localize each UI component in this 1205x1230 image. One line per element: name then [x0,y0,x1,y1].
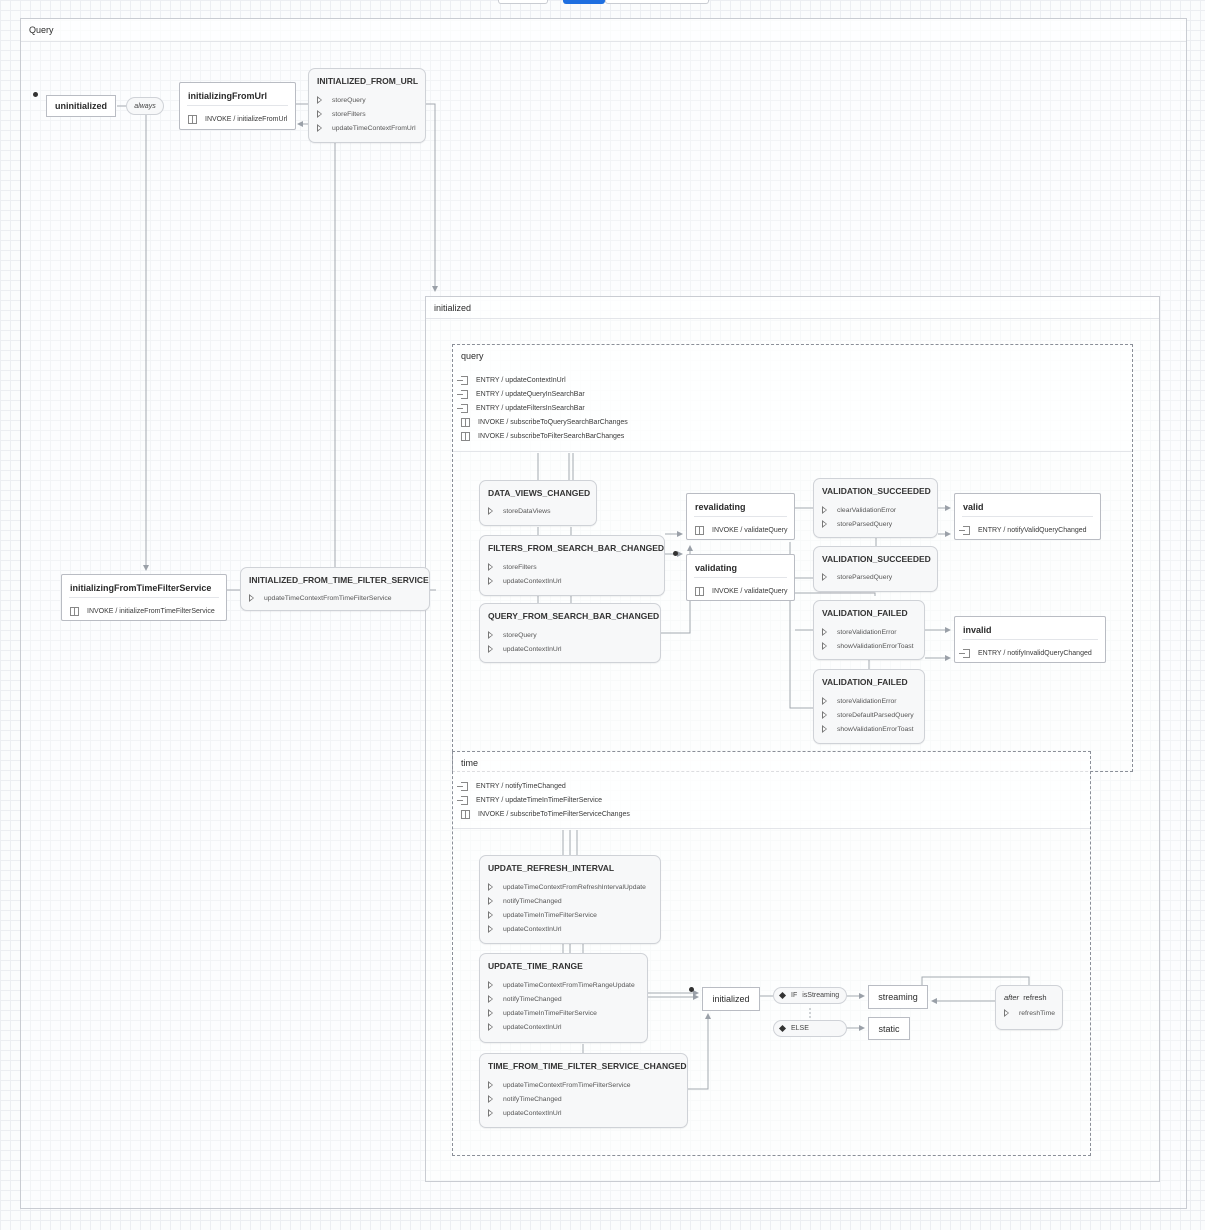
action-label: storeValidationError [837,628,897,636]
play-icon [249,595,254,601]
action-label: updateTimeContextFromUrl [332,124,416,132]
play-icon [488,996,493,1002]
state-label: invalid [963,625,992,635]
play-icon [317,111,322,117]
action-label: INVOKE / subscribeToQuerySearchBarChanges [478,418,628,426]
event-data-views-changed[interactable] [479,480,597,526]
action-label: showValidationErrorToast [837,642,914,650]
play-icon [488,898,493,904]
event-update-time-range[interactable] [479,953,648,1043]
state-revalidating[interactable] [686,493,795,540]
action-label: updateTimeContextFromRefreshIntervalUpdate [503,883,646,891]
action-label: storeDataViews [503,507,551,515]
play-icon [822,726,827,732]
play-icon [822,712,827,718]
action-label: ENTRY / notifyValidQueryChanged [978,526,1087,534]
event-validation-succeeded[interactable] [813,546,938,592]
action-label: storeQuery [503,631,537,639]
event-query-from-search-bar-changed[interactable] [479,603,661,663]
action-label: INVOKE / subscribeToFilterSearchBarChanges [478,432,625,440]
state-initializing-from-time-filter-service[interactable] [61,574,227,621]
state-uninitialized[interactable] [46,95,116,117]
action-label: storeDefaultParsedQuery [837,711,914,719]
play-icon [488,982,493,988]
event-initialized-from-time-filter-service[interactable] [240,567,430,611]
initial-state-dot [33,92,38,97]
state-label: initializingFromTimeFilterService [70,583,212,593]
invoke-icon [695,526,704,535]
action-label: storeParsedQuery [837,520,893,528]
state-label: initializingFromUrl [188,91,268,101]
region-title: initialized [434,303,472,313]
action-label: storeFilters [503,563,537,571]
action-label: refreshTime [1019,1009,1056,1017]
action-label: ENTRY / updateContextInUrl [476,376,566,384]
guard-icon [779,1025,786,1032]
guard-if-streaming[interactable] [773,987,847,1004]
play-icon [488,1110,493,1116]
event-time-from-time-filter-service-changed[interactable] [479,1053,688,1128]
event-label: always [134,102,156,110]
guard-else[interactable] [773,1020,847,1037]
event-label: VALIDATION_FAILED [822,677,908,687]
initial-state-dot [673,551,678,556]
event-label: VALIDATION_SUCCEEDED [822,486,931,496]
action-label: showValidationErrorToast [837,725,914,733]
action-label: updateTimeContextFromTimeFilterService [264,594,392,602]
action-label: INVOKE / initializeFromTimeFilterService [87,607,215,615]
state-label: revalidating [695,502,746,512]
guard-icon [779,992,786,999]
action-label: updateContextInUrl [503,925,562,933]
action-label: updateContextInUrl [503,577,562,585]
guard-condition: isStreaming [802,992,840,999]
action-label: storeQuery [332,96,366,104]
state-label: static [878,1023,900,1034]
state-label: uninitialized [54,101,107,111]
event-label: FILTERS_FROM_SEARCH_BAR_CHANGED [488,543,664,553]
play-icon [488,578,493,584]
event-always[interactable] [126,97,164,115]
action-label: storeValidationError [837,697,897,705]
play-icon [488,1010,493,1016]
play-icon [488,646,493,652]
event-label: VALIDATION_SUCCEEDED [822,554,931,564]
event-label: UPDATE_REFRESH_INTERVAL [488,863,615,873]
play-icon [317,97,322,103]
state-valid[interactable] [954,493,1101,540]
state-label: validating [695,563,738,573]
play-icon [488,912,493,918]
event-label: TIME_FROM_TIME_FILTER_SERVICE_CHANGED [488,1061,687,1071]
event-after-refresh[interactable] [995,985,1063,1030]
action-label: storeFilters [332,110,366,118]
event-label: INITIALIZED_FROM_URL [317,76,419,86]
state-label: initialized [712,994,750,1004]
machine-title: Query [29,25,54,35]
invoke-icon [188,115,197,124]
action-label: updateContextInUrl [503,645,562,653]
state-static[interactable] [868,1017,910,1040]
state-label: valid [963,502,984,512]
action-label: updateTimeInTimeFilterService [503,911,597,919]
action-label: INVOKE / initializeFromUrl [205,115,288,123]
region-title: time [461,758,479,768]
delay-keyword: after [1004,993,1020,1002]
state-label: streaming [878,992,918,1002]
delay-name: refresh [1023,993,1047,1002]
action-label: updateContextInUrl [503,1109,562,1117]
play-icon [822,698,827,704]
guard-keyword: IF [791,992,798,999]
event-label: INITIALIZED_FROM_TIME_FILTER_SERVICE [249,575,429,585]
event-update-refresh-interval[interactable] [479,855,661,944]
action-label: INVOKE / validateQuery [712,587,788,595]
action-label: updateContextInUrl [503,1023,562,1031]
event-label: VALIDATION_FAILED [822,608,908,618]
action-label: ENTRY / updateFiltersInSearchBar [476,404,585,412]
entry-icon [963,526,970,535]
play-icon [822,643,827,649]
guard-keyword: ELSE [791,1025,809,1032]
action-label: ENTRY / updateTimeInTimeFilterService [476,796,603,804]
play-icon [1004,1010,1009,1016]
play-icon [822,574,827,580]
action-label: ENTRY / updateQueryInSearchBar [476,390,585,398]
event-filters-from-search-bar-changed[interactable] [479,535,665,596]
event-label: UPDATE_TIME_RANGE [488,961,583,971]
state-validating[interactable] [686,554,795,601]
play-icon [488,1024,493,1030]
action-label: storeParsedQuery [837,573,893,581]
play-icon [488,564,493,570]
play-icon [822,507,827,513]
event-initialized-from-url[interactable] [308,68,426,143]
action-label: notifyTimeChanged [503,995,562,1003]
action-label: updateTimeContextFromTimeRangeUpdate [503,981,635,989]
play-icon [488,926,493,932]
play-icon [488,884,493,890]
action-label: INVOKE / subscribeToTimeFilterServiceChanges [478,810,630,818]
action-label: notifyTimeChanged [503,1095,562,1103]
invoke-icon [70,607,79,616]
action-label: ENTRY / notifyInvalidQueryChanged [978,649,1092,657]
play-icon [822,629,827,635]
state-streaming[interactable] [868,985,928,1009]
entry-icon [963,649,970,658]
event-label: QUERY_FROM_SEARCH_BAR_CHANGED [488,611,660,621]
play-icon [488,632,493,638]
event-validation-succeeded[interactable] [813,478,938,538]
play-icon [488,1082,493,1088]
play-icon [488,1096,493,1102]
action-label: ENTRY / notifyTimeChanged [476,782,566,790]
action-label: INVOKE / validateQuery [712,526,788,534]
play-icon [822,521,827,527]
action-label: notifyTimeChanged [503,897,562,905]
initial-state-dot [689,987,694,992]
state-time-initialized[interactable] [702,987,760,1011]
state-initializing-from-url[interactable] [179,82,296,130]
event-validation-failed[interactable] [813,600,925,660]
event-validation-failed[interactable] [813,669,925,744]
event-label: DATA_VIEWS_CHANGED [488,488,591,498]
action-label: clearValidationError [837,506,897,514]
action-label: updateTimeInTimeFilterService [503,1009,597,1017]
play-icon [488,508,493,514]
invoke-icon [695,587,704,596]
state-invalid[interactable] [954,616,1106,663]
play-icon [317,125,322,131]
action-label: updateTimeContextFromTimeFilterService [503,1081,631,1089]
region-title: query [461,351,484,361]
